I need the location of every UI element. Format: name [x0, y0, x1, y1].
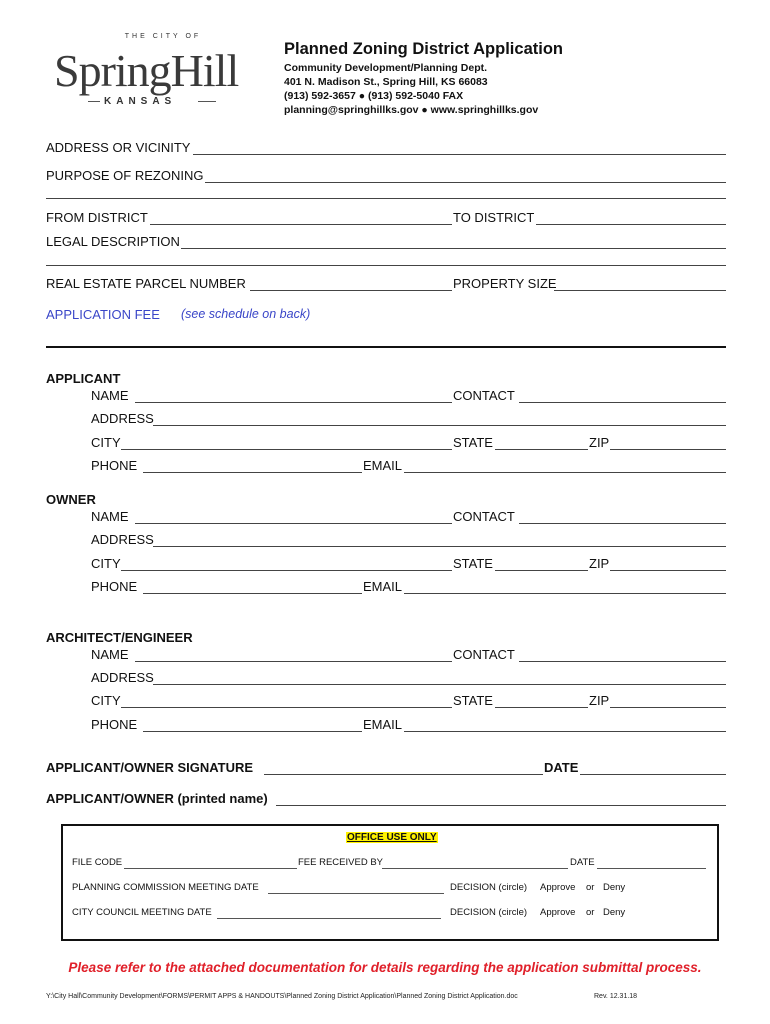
applicant-city-field[interactable]	[121, 449, 452, 450]
architect-address-field[interactable]	[153, 684, 726, 685]
applicant-name-field[interactable]	[135, 402, 452, 403]
logo: SpringHill	[54, 45, 239, 96]
applicant-address-field[interactable]	[153, 425, 726, 426]
dept-contact: planning@springhillks.gov ● www.springhillks.gov	[284, 104, 539, 116]
owner-email-label: EMAIL	[363, 579, 403, 594]
parcel-number-label: REAL ESTATE PARCEL NUMBER	[46, 276, 246, 291]
file-code-field[interactable]	[124, 868, 297, 869]
fee-received-label: FEE RECEIVED BY	[298, 857, 383, 868]
architect-contact-label: CONTACT	[453, 647, 515, 662]
address-vicinity-label: ADDRESS OR VICINITY	[46, 140, 191, 155]
applicant-city-label: CITY	[91, 435, 121, 450]
property-size-field[interactable]	[554, 290, 726, 291]
owner-state-label: STATE	[453, 556, 493, 571]
applicant-zip-field[interactable]	[610, 449, 726, 450]
owner-name-label: NAME	[91, 509, 129, 524]
pc-decision-label: DECISION (circle)	[450, 882, 528, 893]
owner-phone-field[interactable]	[143, 593, 362, 594]
architect-zip-label: ZIP	[589, 693, 610, 708]
application-fee-label: APPLICATION FEE	[46, 307, 160, 322]
applicant-phone-label: PHONE	[91, 458, 138, 473]
property-size-label: PROPERTY SIZE	[453, 276, 557, 291]
applicant-zip-label: ZIP	[589, 435, 610, 450]
signature-label: APPLICANT/OWNER SIGNATURE	[46, 760, 254, 775]
legal-description-field[interactable]	[181, 248, 726, 249]
cc-approve-option[interactable]: Approve	[540, 907, 576, 918]
architect-state-field[interactable]	[495, 707, 588, 708]
architect-city-label: CITY	[91, 693, 121, 708]
cc-decision-label: DECISION (circle)	[450, 907, 528, 918]
parcel-number-field[interactable]	[250, 290, 452, 291]
printed-name-field[interactable]	[276, 805, 726, 806]
owner-city-label: CITY	[91, 556, 121, 571]
architect-heading: ARCHITECT/ENGINEER	[46, 630, 193, 645]
from-district-label: FROM DISTRICT	[46, 210, 148, 225]
logo-rule	[88, 101, 100, 102]
architect-phone-label: PHONE	[91, 717, 138, 732]
purpose-field[interactable]	[205, 182, 726, 183]
owner-email-field[interactable]	[404, 593, 726, 594]
applicant-address-label: ADDRESS	[91, 411, 154, 426]
revision-date: Rev. 12.31.18	[594, 993, 638, 1000]
page-title: Planned Zoning District Application	[284, 40, 563, 58]
to-district-field[interactable]	[536, 224, 726, 225]
owner-address-label: ADDRESS	[91, 532, 154, 547]
architect-email-label: EMAIL	[363, 717, 403, 732]
owner-contact-field[interactable]	[519, 523, 726, 524]
owner-zip-field[interactable]	[610, 570, 726, 571]
office-date-field[interactable]	[597, 868, 706, 869]
architect-name-field[interactable]	[135, 661, 452, 662]
applicant-phone-field[interactable]	[143, 472, 362, 473]
office-date-label: DATE	[570, 857, 595, 868]
from-district-field[interactable]	[150, 224, 452, 225]
owner-heading: OWNER	[46, 492, 96, 507]
cc-or-text: or	[586, 907, 595, 918]
applicant-contact-field[interactable]	[519, 402, 726, 403]
owner-name-field[interactable]	[135, 523, 452, 524]
pc-deny-option[interactable]: Deny	[603, 882, 626, 893]
applicant-email-label: EMAIL	[363, 458, 403, 473]
dept-name: Community Development/Planning Dept.	[284, 62, 488, 74]
architect-name-label: NAME	[91, 647, 129, 662]
logo-rule	[198, 101, 216, 102]
signature-date-label: DATE	[544, 760, 579, 775]
architect-contact-field[interactable]	[519, 661, 726, 662]
architect-city-field[interactable]	[121, 707, 452, 708]
owner-zip-label: ZIP	[589, 556, 610, 571]
applicant-contact-label: CONTACT	[453, 388, 515, 403]
file-code-label: FILE CODE	[72, 857, 123, 868]
architect-email-field[interactable]	[404, 731, 726, 732]
owner-state-field[interactable]	[495, 570, 588, 571]
logo-state: KANSAS	[104, 96, 177, 107]
pc-meeting-field[interactable]	[268, 893, 444, 894]
purpose-label: PURPOSE OF REZONING	[46, 168, 204, 183]
pc-or-text: or	[586, 882, 595, 893]
applicant-email-field[interactable]	[404, 472, 726, 473]
signature-date-field[interactable]	[580, 774, 726, 775]
architect-zip-field[interactable]	[610, 707, 726, 708]
architect-state-label: STATE	[453, 693, 493, 708]
submittal-note: Please refer to the attached documentation for details regarding the application submittal process.	[68, 960, 702, 975]
owner-phone-label: PHONE	[91, 579, 138, 594]
legal-description-field-line2[interactable]	[46, 265, 726, 266]
owner-contact-label: CONTACT	[453, 509, 515, 524]
owner-address-field[interactable]	[153, 546, 726, 547]
applicant-state-label: STATE	[453, 435, 493, 450]
address-vicinity-field[interactable]	[193, 154, 726, 155]
architect-phone-field[interactable]	[143, 731, 362, 732]
pc-meeting-label: PLANNING COMMISSION MEETING DATE	[72, 882, 259, 893]
owner-city-field[interactable]	[121, 570, 452, 571]
cc-meeting-label: CITY COUNCIL MEETING DATE	[72, 907, 212, 918]
signature-field[interactable]	[264, 774, 543, 775]
section-divider	[46, 346, 726, 348]
cc-meeting-field[interactable]	[217, 918, 441, 919]
office-use-title: OFFICE USE ONLY	[347, 832, 437, 843]
architect-address-label: ADDRESS	[91, 670, 154, 685]
legal-description-label: LEGAL DESCRIPTION	[46, 234, 180, 249]
pc-approve-option[interactable]: Approve	[540, 882, 576, 893]
fee-received-field[interactable]	[382, 868, 568, 869]
printed-name-label: APPLICANT/OWNER (printed name)	[46, 791, 268, 806]
to-district-label: TO DISTRICT	[453, 210, 535, 225]
purpose-field-line2[interactable]	[46, 198, 726, 199]
applicant-heading: APPLICANT	[46, 371, 121, 386]
dept-phone: (913) 592-3657 ● (913) 592-5040 FAX	[284, 90, 464, 102]
cc-deny-option[interactable]: Deny	[603, 907, 626, 918]
dept-address: 401 N. Madison St., Spring Hill, KS 66083	[284, 76, 488, 88]
applicant-state-field[interactable]	[495, 449, 588, 450]
fee-schedule-note: (see schedule on back)	[181, 307, 311, 321]
file-path: Y:\City Hall\Community Development\FORMS\PERMIT APPS & HANDOUTS\Planned Zoning District Application\Planned Zoning District Application.doc	[46, 993, 518, 1000]
applicant-name-label: NAME	[91, 388, 129, 403]
logo-city-of: THE CITY OF	[124, 33, 202, 40]
